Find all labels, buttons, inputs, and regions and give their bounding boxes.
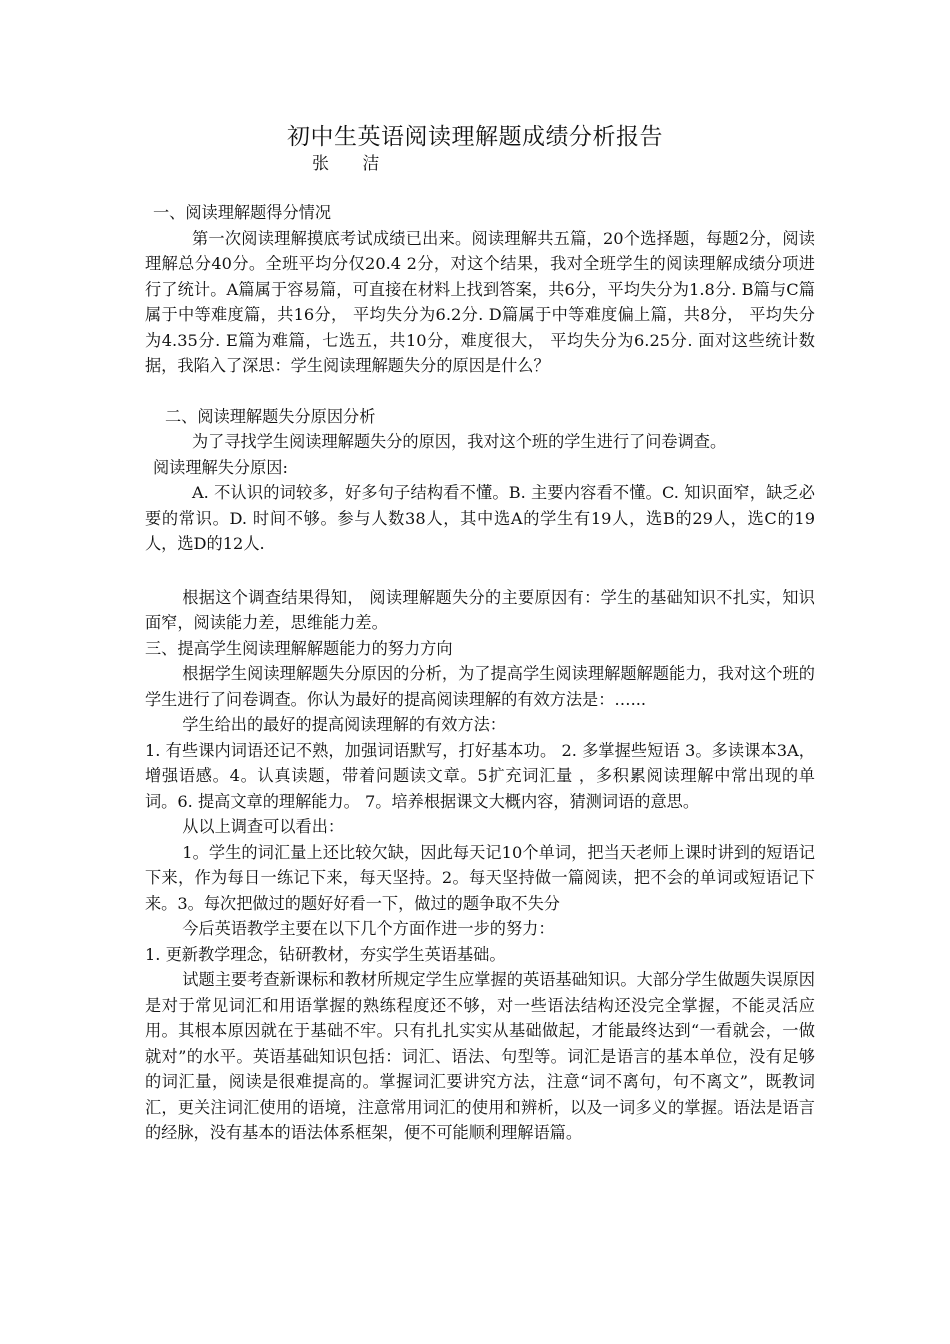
section2-paragraph-intro: 为了寻找学生阅读理解题失分的原因，我对这个班的学生进行了问卷调查。 (191, 432, 727, 451)
section3-heading: 三、提高学生阅读理解解题能力的努力方向 (145, 638, 453, 658)
section3-paragraph-observe: 从以上调查可以看出： (182, 817, 345, 836)
section3-paragraph-intro: 根据学生阅读理解题失分原因的分析，为了提高学生阅读理解题解题能力，我对这个班的学生进行了问卷调查。你认为最好的提高阅读理解的有效方法是：…... (145, 664, 815, 709)
section3-paragraph-methods: 1. 有些课内词语还记不熟，加强词语默写，打好基本功。 2. 多掌握些短语 3。多读课本3A，增强语感。4。认真读题，带着问题读文章。5扩充词汇量 ，多积累阅读理解中常出现的单词。6. 提高文章的理解能力。 7。培养根据课文大概内容，猜测词语的意思。 (145, 740, 815, 811)
section3-paragraph-findings: 1。学生的词汇量上还比较欠缺，因此每天记10个单词，把当天老师上课时讲到的短语记下来，作为每日一练记下来，每天坚持。2。每天坚持做一篇阅读，把不会的单词或短语记下来。3。每次把做过的题好好看一下，做过的题争取不失分 (145, 842, 815, 913)
spacer (145, 557, 815, 585)
section1-heading: 一、阅读理解题得分情况 (153, 203, 332, 222)
document-body (145, 200, 815, 1146)
section2-paragraph-survey: A. 不认识的词较多，好多句子结构看不懂。B. 主要内容看不懂。C. 知识面窄，缺乏必要的常识。D. 时间不够。参与人数38人，其中选A的学生有19人，选B的29人，选C的19人，选D的12人. (145, 483, 815, 553)
section3-paragraph-methods-label: 学生给出的最好的提高阅读理解的有效方法： (182, 715, 506, 734)
document-title: 初中生英语阅读理解题成绩分析报告 (287, 124, 663, 150)
section2-heading: 二、阅读理解题失分原因分析 (165, 406, 376, 426)
section2-paragraph-conclusion: 根据这个调查结果得知， 阅读理解题失分的主要原因有：学生的基础知识不扎实，知识面窄，阅读能力差，思维能力差。 (145, 587, 815, 632)
section3-paragraph-detail: 试题主要考查新课标和教材所规定学生应掌握的英语基础知识。大部分学生做题失误原因是对于常见词汇和用语掌握的熟练程度还不够，对一些语法结构还没完全掌握，不能灵活应用。其根本原因就在于基础不牢。只有扎扎实实从基础做起，才能最终达到“一看就会，一做就对”的水平。英语基础知识包括：词汇、语法、句型等。词汇是语言的基本单位，没有足够的词汇量，阅读是很难提高的。掌握词汇要讲究方法，注意“词不离句，句不离文”，既教词汇，更关注词汇使用的语境，注意常用词汇的使用和辨析，以及一词多义的掌握。语法是语言的经脉，没有基本的语法体系框架，便不可能顺利理解语篇。 (145, 970, 815, 1142)
spacer (145, 379, 815, 404)
section3-item-1: 1. 更新教学理念，钻研教材，夯实学生英语基础。 (145, 944, 506, 964)
author-name: 张 洁 (312, 154, 394, 174)
section2-label: 阅读理解失分原因: (153, 457, 288, 477)
section1-paragraph: 第一次阅读理解摸底考试成绩已出来。阅读理解共五篇，20个选择题，每题2分，阅读理解总分40分。全班平均分仅20.4 2分，对这个结果，我对全班学生的阅读理解成绩分项进行了统计。A篇属于容易篇，可直接在材料上找到答案，共6分，平均失分为1.8分. B篇与C篇属于中等难度篇，共16分， 平均失分为6.2分. D篇属于中等难度偏上篇，共8分， 平均失分为4.35分. E篇为难篇，七选五，共10分，难度很大， 平均失分为6.25分. 面对这些统计数据，我陷入了深思：学生阅读理解题失分的原因是什么？ (145, 228, 815, 375)
section3-paragraph-future: 今后英语教学主要在以下几个方面作进一步的努力： (182, 919, 555, 938)
